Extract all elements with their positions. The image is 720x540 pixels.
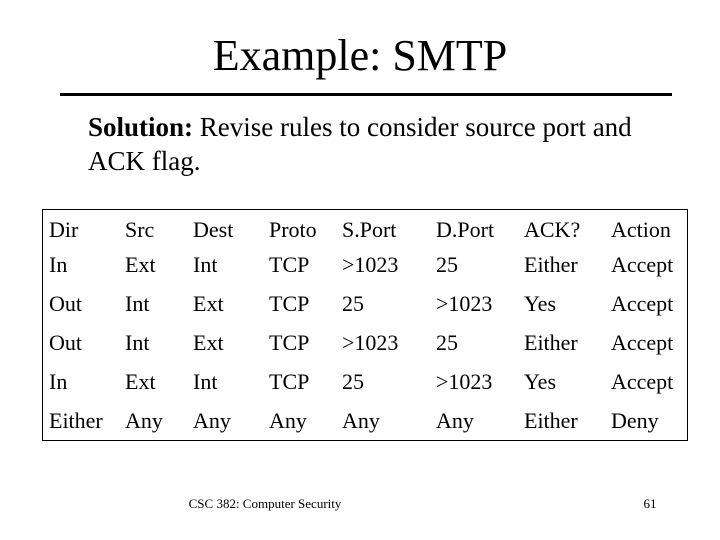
table-cell: Ext bbox=[193, 330, 224, 355]
table-cell: TCP bbox=[269, 369, 310, 394]
table-cell: Deny bbox=[611, 408, 659, 433]
table-header-row bbox=[43, 212, 687, 248]
firewall-rules-table bbox=[42, 209, 688, 441]
table-row bbox=[43, 247, 687, 283]
table-cell: TCP bbox=[269, 252, 310, 277]
table-cell: Either bbox=[524, 252, 578, 277]
page-number: 61 bbox=[643, 496, 657, 511]
table-cell: Out bbox=[49, 330, 82, 355]
table-cell: >1023 bbox=[342, 330, 399, 355]
table-cell: In bbox=[49, 252, 68, 277]
table-cell: 25 bbox=[436, 252, 458, 277]
table-cell: >1023 bbox=[342, 252, 399, 277]
table-cell: Any bbox=[436, 408, 474, 433]
header-action: Action bbox=[611, 217, 671, 242]
table-cell: 25 bbox=[342, 369, 364, 394]
table-cell: Int bbox=[125, 291, 150, 316]
table-row bbox=[43, 364, 687, 400]
table-cell: Either bbox=[524, 330, 578, 355]
table-cell: Int bbox=[193, 252, 218, 277]
table-cell: Int bbox=[125, 330, 150, 355]
table-cell: Any bbox=[342, 408, 380, 433]
header-sport: S.Port bbox=[342, 217, 397, 242]
table-cell: Accept bbox=[611, 252, 674, 277]
title-divider bbox=[60, 93, 672, 96]
table-cell: In bbox=[49, 369, 68, 394]
table-cell: Accept bbox=[611, 330, 674, 355]
table-cell: Out bbox=[49, 291, 82, 316]
header-dir: Dir bbox=[49, 217, 79, 242]
solution-label: Solution: bbox=[88, 112, 194, 142]
header-dport: D.Port bbox=[436, 217, 495, 242]
table-cell: Either bbox=[49, 408, 103, 433]
table-cell: Ext bbox=[125, 252, 156, 277]
table-cell: Accept bbox=[611, 291, 674, 316]
table-cell: TCP bbox=[269, 291, 310, 316]
table-cell: 25 bbox=[342, 291, 364, 316]
solution-text bbox=[88, 110, 688, 178]
table-cell: Any bbox=[269, 408, 307, 433]
footer-course-label: CSC 382: Computer Security bbox=[188, 496, 342, 511]
table-row bbox=[43, 403, 687, 439]
table-cell: Any bbox=[193, 408, 231, 433]
table-cell: Either bbox=[524, 408, 578, 433]
table-row bbox=[43, 325, 687, 361]
table-cell: >1023 bbox=[436, 369, 493, 394]
table-cell: 25 bbox=[436, 330, 458, 355]
table-cell: Yes bbox=[524, 291, 557, 316]
header-src: Src bbox=[125, 217, 155, 242]
slide-title: Example: SMTP bbox=[212, 31, 508, 80]
header-ack: ACK? bbox=[524, 217, 581, 242]
table-cell: Int bbox=[193, 369, 218, 394]
table-cell: Accept bbox=[611, 369, 674, 394]
solution-body: Revise rules to consider source port and ACK flag. bbox=[88, 112, 632, 176]
table-cell: TCP bbox=[269, 330, 310, 355]
table-cell: Ext bbox=[193, 291, 224, 316]
table-cell: >1023 bbox=[436, 291, 493, 316]
table-cell: Yes bbox=[524, 369, 557, 394]
table-cell: Any bbox=[125, 408, 163, 433]
table-row bbox=[43, 286, 687, 322]
header-proto: Proto bbox=[269, 217, 317, 242]
header-dest: Dest bbox=[193, 217, 234, 242]
table-cell: Ext bbox=[125, 369, 156, 394]
